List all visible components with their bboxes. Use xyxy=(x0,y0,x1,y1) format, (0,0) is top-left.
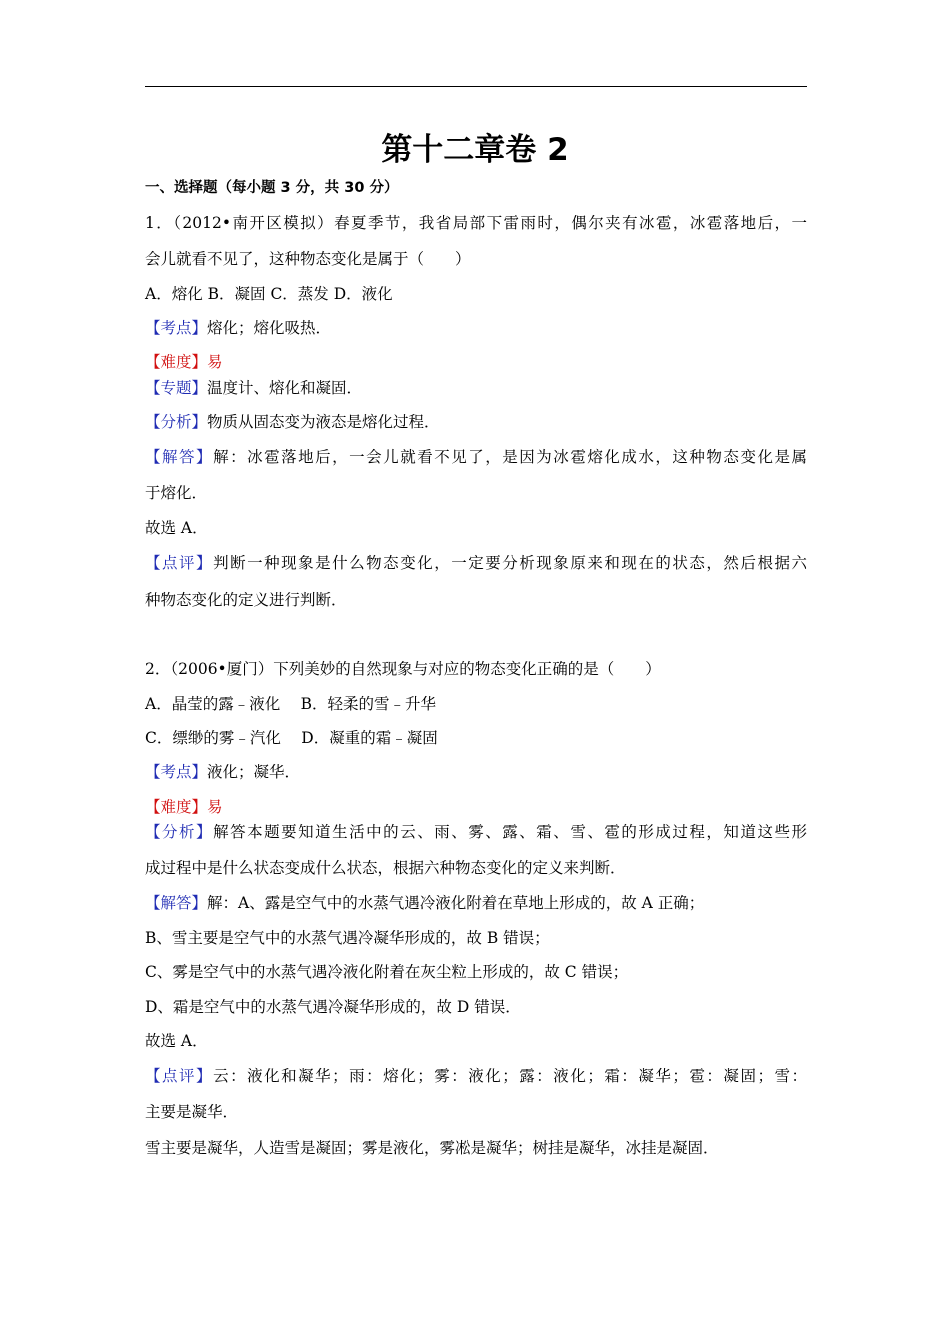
q2-dianping-tag: 【点评】 xyxy=(145,1067,214,1085)
q1-zhuanti-tag: 【专题】 xyxy=(145,379,208,397)
q2-options-cd: C．缥缈的雾﹣汽化 D．凝重的霜﹣凝固 xyxy=(145,729,438,747)
q1-stem-line-1: 1．（2012•南开区模拟）春夏季节，我省局部下雷雨时，偶尔夹有冰雹，冰雹落地后，一 xyxy=(145,214,808,232)
q2-kaodian xyxy=(145,761,300,783)
q2-jieda-text-1: 解：A、露是空气中的水蒸气遇冷液化附着在草地上形成的，故 A 正确； xyxy=(207,894,705,912)
q2-dianping-line-2: 主要是凝华． xyxy=(145,1103,239,1121)
q1-dianping-text-1: 判断一种现象是什么物态变化，一定要分析现象原来和现在的状态，然后根据六 xyxy=(213,554,807,572)
q1-jieda-tag: 【解答】 xyxy=(145,448,214,466)
q1-nandu-tag: 【难度】 xyxy=(145,353,208,371)
q1-fenxi xyxy=(145,411,440,433)
q2-nandu xyxy=(145,796,223,818)
q2-answer: 故选 A． xyxy=(145,1032,208,1050)
q2-fenxi-text-1: 解答本题要知道生活中的云、雨、雾、露、霜、雪、雹的形成过程，知道这些形 xyxy=(213,823,807,841)
q2-fenxi-line-1 xyxy=(145,821,807,843)
q1-zhuanti xyxy=(145,377,362,399)
page-title: 第十二章卷 2 xyxy=(381,132,569,168)
q2-nandu-tag: 【难度】 xyxy=(145,798,208,816)
q2-kaodian-tag: 【考点】 xyxy=(145,763,208,781)
q2-jieda-line-4: D、霜是空气中的水蒸气遇冷凝华形成的，故 D 错误． xyxy=(145,998,521,1016)
q1-dianping-line-2: 种物态变化的定义进行判断． xyxy=(145,591,347,609)
q1-jieda-text-1: 解：冰雹落地后，一会儿就看不见了，是因为冰雹熔化成水，这种物态变化是属 xyxy=(213,448,807,466)
q1-jieda-line-1 xyxy=(145,446,807,468)
q1-kaodian-tag: 【考点】 xyxy=(145,319,208,337)
q2-fenxi-tag: 【分析】 xyxy=(145,823,214,841)
q2-dianping-line-1 xyxy=(145,1065,807,1087)
q2-stem: 2．（2006•厦门）下列美妙的自然现象与对应的物态变化正确的是（ ） xyxy=(145,660,661,678)
q2-jieda-line-3: C、雾是空气中的水蒸气遇冷液化附着在灰尘粒上形成的，故 C 错误； xyxy=(145,963,629,981)
q1-fenxi-tag: 【分析】 xyxy=(145,413,208,431)
q1-stem-line-2: 会儿就看不见了，这种物态变化是属于（ ） xyxy=(145,250,471,268)
section-heading: 一、选择题（每小题 3 分，共 30 分） xyxy=(145,180,399,196)
q2-dianping-line-3: 雪主要是凝华，人造雪是凝固；雾是液化，雾凇是凝华；树挂是凝华，冰挂是凝固． xyxy=(145,1139,719,1157)
q2-fenxi-line-2: 成过程中是什么状态变成什么状态，根据六种物态变化的定义来判断． xyxy=(145,859,626,877)
q1-kaodian xyxy=(145,317,331,339)
q2-kaodian-text: 液化；凝华． xyxy=(207,763,301,781)
q1-nandu xyxy=(145,351,223,373)
q1-kaodian-text: 熔化；熔化吸热． xyxy=(207,319,332,337)
q2-nandu-text: 易 xyxy=(207,798,223,816)
q2-jieda-line-1 xyxy=(145,892,704,914)
header-rule xyxy=(145,86,807,87)
q1-zhuanti-text: 温度计、熔化和凝固． xyxy=(207,379,363,397)
q1-options: A．熔化 B．凝固 C．蒸发 D．液化 xyxy=(145,285,393,303)
q2-jieda-tag: 【解答】 xyxy=(145,894,208,912)
q1-dianping-tag: 【点评】 xyxy=(145,554,214,572)
q1-jieda-line-2: 于熔化． xyxy=(145,484,208,502)
q1-dianping-line-1 xyxy=(145,552,807,574)
q2-dianping-text-1: 云：液化和凝华；雨：熔化；雾：液化；露：液化；霜：凝华；雹：凝固；雪： xyxy=(213,1067,807,1085)
q1-answer: 故选 A． xyxy=(145,519,208,537)
q1-fenxi-text: 物质从固态变为液态是熔化过程． xyxy=(207,413,440,431)
q2-jieda-line-2: B、雪主要是空气中的水蒸气遇冷凝华形成的，故 B 错误； xyxy=(145,929,550,947)
q1-nandu-text: 易 xyxy=(207,353,223,371)
q2-options-ab: A．晶莹的露﹣液化 B．轻柔的雪﹣升华 xyxy=(145,695,437,713)
